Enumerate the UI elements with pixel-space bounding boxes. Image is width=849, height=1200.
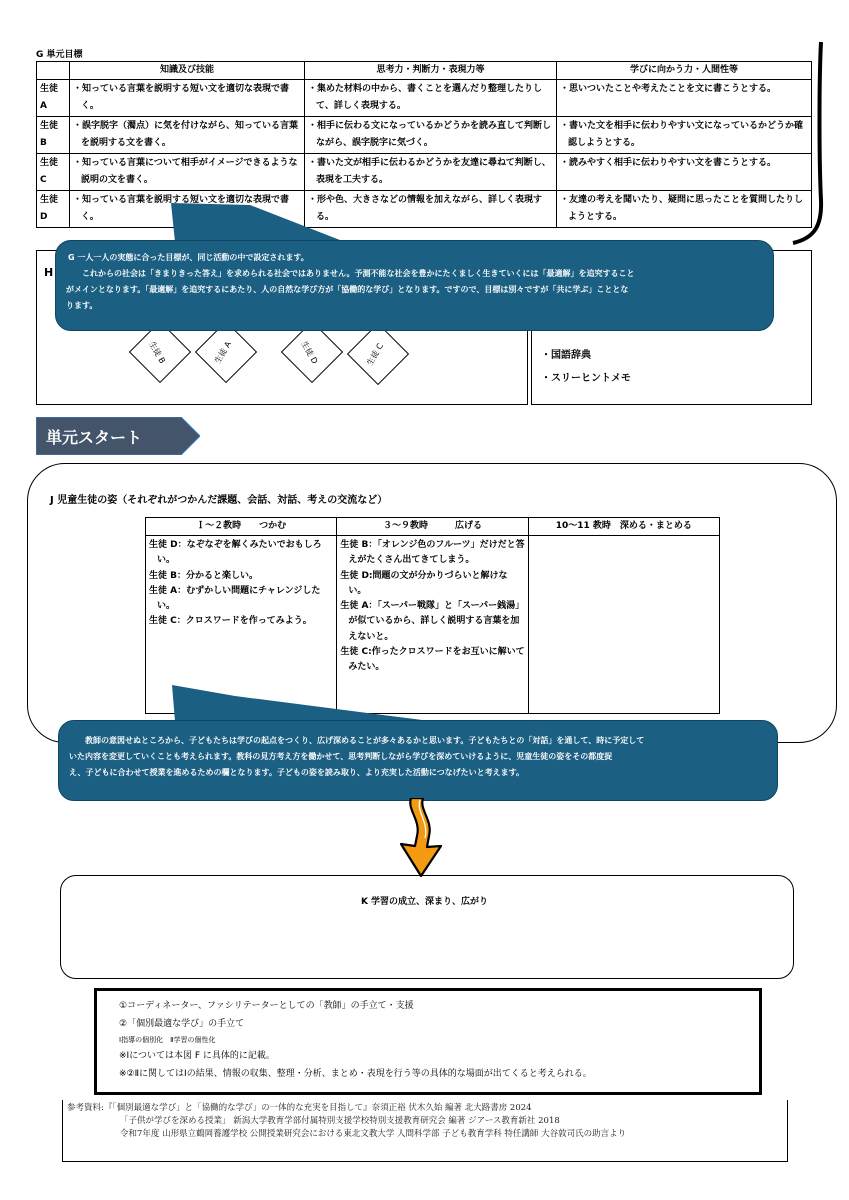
material-item: ・国語辞典: [541, 350, 591, 361]
teacher-notes-box: [94, 988, 762, 1095]
header-attitude: 学びに向かう力・人間性等: [557, 62, 812, 80]
section-k-title: K 学習の成立、深まり、広がり: [360, 897, 489, 907]
reference-line: 「子供が学びを深める授業」 新潟大学教育学部付属特別支援学校特別支援教育研究会 編著 ジアース教育新社 2018: [120, 1116, 560, 1126]
bubble-text: 教師の意図せぬところから、子どもたちは学びの起点をつくり、広げ深めることが多々あるかと思います。子どもたちとの「対話」を通して、時に予定して: [85, 736, 645, 745]
seat-label: 生徒 A: [213, 339, 233, 366]
student-comment: 生徒 D:問題の文が分かりづらいと解けない。: [340, 570, 508, 596]
note-line: ①コーディネーター、ファシリテーターとしての「教師」の手立て・支援: [119, 1001, 414, 1011]
unit-start-label: 単元スタート: [46, 428, 143, 447]
callout-bubble-j: [58, 720, 778, 801]
goal-text: ・知っている言葉を説明する短い文を適切な表現で書く。: [73, 195, 290, 222]
student-comment: 生徒 B：「オレンジ色のフルーツ」だけだと答えがたくさん出てきてしまう。: [340, 540, 525, 566]
bubble-text: え、子どもに合わせて授業を進めるための欄となります。子どもの姿を読み取り、より充実した活動につなげたいと考えます。: [69, 768, 525, 777]
section-g-title: G 単元目標: [36, 50, 83, 60]
seat-label: 生徒 C: [365, 341, 386, 368]
goal-text: ・読みやすく相手に伝わりやすい文を書こうとする。: [560, 158, 777, 168]
goal-text: ・知っている言葉について相手がイメージできるような説明の文を書く。: [73, 158, 298, 185]
label-line: B: [40, 138, 47, 148]
table-header-row: [146, 518, 720, 536]
student-comment: 生徒 B：分かると楽しい。: [149, 570, 258, 581]
section-h-label: H: [44, 266, 54, 279]
label-line: 生徒: [40, 158, 59, 168]
header-phase-3: 10～11 教時 深める・まとめる: [528, 518, 719, 536]
bubble-text: いた内容を変更していくことも考えられます。教科の見方考え方を働かせて、思考判断しながら学びを深めていけるように、児童生徒の姿をその都度捉: [69, 752, 613, 761]
label-line: D: [40, 212, 48, 222]
student-comment: 生徒 A：むずかしい問題にチャレンジしたい。: [149, 585, 321, 612]
student-comment: 生徒 C:作ったクロスワードをお互いに解いてみたい。: [340, 647, 525, 673]
references-box: [62, 1100, 788, 1162]
student-comment: 生徒 C：クロスワードを作ってみよう。: [149, 616, 312, 627]
down-arrow-icon: [389, 798, 449, 878]
goal-text: ・書いた文が相手に伝わるかどうかを友達に尋ねて判断し、表現を工夫する。: [308, 158, 551, 185]
note-line: ※Ⅰについては本図 F に具体的に記載。: [119, 1051, 275, 1061]
goal-text: ・相手に伝わる文になっているかどうかを読み直して判断しながら、誤字脱字に気づく。: [308, 121, 552, 148]
label-line: C: [40, 175, 47, 185]
learning-outcome-box: [60, 875, 794, 979]
note-line: ②「個別最適な学び」の手立て: [119, 1019, 245, 1029]
goal-text: ・形や色、大きさなどの情報を加えながら、詳しく表現する。: [308, 195, 543, 222]
bubble-text: ります。: [66, 301, 98, 310]
goal-text: ・思いついたことや考えたことを文に書こうとする。: [560, 84, 777, 94]
reference-line: 令和7年度 山形県立鶴岡養護学校 公開授業研究会における東北文教大学 人間科学部 子ども教育学科 特任講師 大谷敦司氏の助言より: [120, 1129, 627, 1139]
bubble-g-tail: [0, 0, 849, 260]
label-line: 生徒: [40, 195, 59, 205]
goal-text: ・誤字脱字（濁点）に気を付けながら、知っている言葉を説明する文を書く。: [73, 121, 299, 148]
goal-text: ・書いた文を相手に伝わりやすい文になっているかどうか確認しようとする。: [560, 121, 804, 148]
note-line: Ⅰ指導の個別化 Ⅱ学習の個性化: [119, 1036, 216, 1044]
header-knowledge: 知識及び技能: [70, 62, 305, 80]
label-line: 生徒: [40, 121, 59, 131]
header-phase-2: ３～９教時 広げる: [337, 518, 528, 536]
goal-text: ・知っている言葉を説明する短い文を適切な表現で書く。: [73, 84, 290, 111]
bubble-text: がメインとなります。「最適解」を追究するにあたり、人の自然な学び方が「協働的な学び」となります。ですので、目標は別々ですが「共に学ぶ」こととな: [66, 285, 629, 294]
student-comment: 生徒 D：なぞなぞを解くみたいでおもしろい。: [149, 540, 322, 566]
callout-bubble-g: [55, 240, 774, 331]
student-comment: 生徒 A：「スーパー戦隊」と「スーパー銭湯」が似ているから、詳しく説明する言葉を加えないと。: [340, 601, 525, 642]
bubble-text: G 一人一人の実態に合った目標が、同じ活動の中で設定されます。: [68, 253, 309, 262]
label-line: 生徒: [40, 84, 59, 94]
goal-text: ・友達の考えを聞いたり、疑問に思ったことを質問したりしようとする。: [560, 195, 804, 222]
section-j-title: J 児童生徒の姿（それぞれがつかんだ課題、会話、対話、考えの交流など）: [50, 495, 388, 506]
bubble-text: これからの社会は「きまりきった答え」を求められる社会ではありません。予測不能な社会を豊かにたくましく生きていくには「最適解」を追究すること: [82, 269, 635, 278]
seat-label: 生徒 B: [147, 339, 167, 366]
label-line: A: [40, 101, 47, 111]
note-line: ※②Ⅱに関してはⅠの結果、情報の収集、整理・分析、まとめ・表現を行う等の具体的な場面が出てくると考えられる。: [119, 1069, 592, 1079]
header-thinking: 思考力・判断力・表現力等: [305, 62, 557, 80]
reference-line: 参考資料:『「個別最適な学び」と「協働的な学び」の一体的な充実を目指して』奈須正裕 伏木久始 編著 北大路書房 2024: [67, 1103, 532, 1113]
goal-text: ・集めた材料の中から、書くことを選んだり整理したりして、詳しく表現する。: [308, 84, 543, 111]
seat-label: 生徒 D: [299, 339, 320, 366]
header-phase-1: Ｉ～２教時 つかむ: [146, 518, 337, 536]
material-item: ・スリーヒントメモ: [541, 373, 631, 384]
